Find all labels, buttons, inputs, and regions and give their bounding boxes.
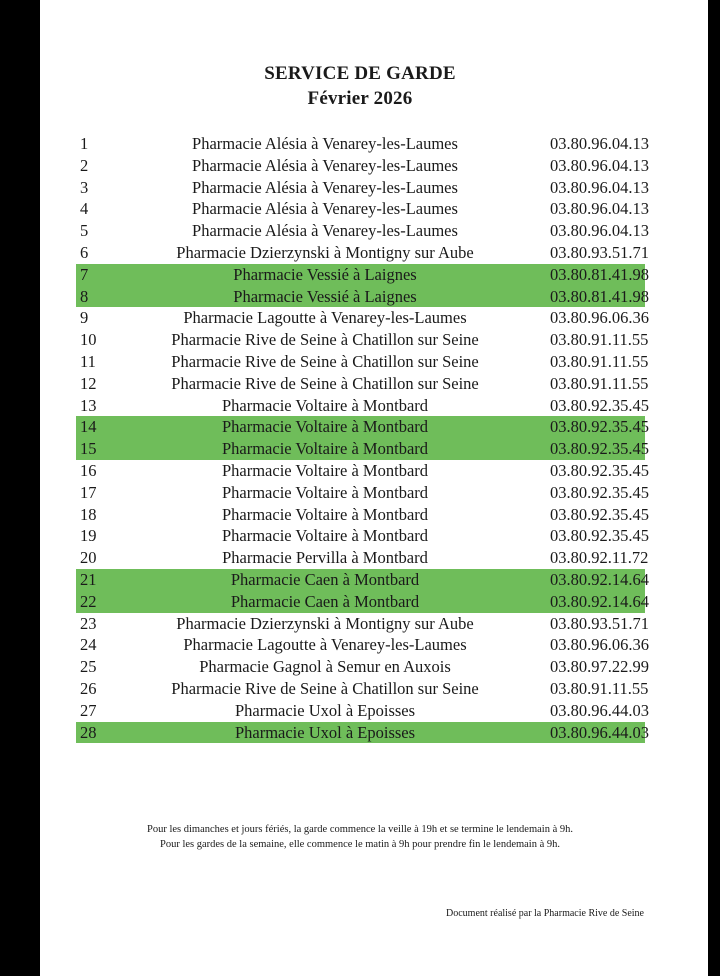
row-phone: 03.80.91.11.55 [550, 678, 649, 698]
document-page [40, 0, 708, 976]
schedule-table [76, 133, 649, 743]
row-phone: 03.80.92.35.45 [550, 482, 649, 502]
row-pharmacy: Pharmacie Voltaire à Montbard [221, 439, 429, 459]
row-phone: 03.80.97.22.99 [550, 657, 649, 677]
table-row [76, 416, 649, 438]
row-phone: 03.80.96.06.36 [550, 635, 649, 655]
table-row [76, 460, 649, 482]
row-day: 25 [80, 657, 97, 677]
row-phone: 03.80.92.14.64 [550, 569, 649, 589]
row-day: 9 [80, 308, 89, 328]
row-phone: 03.80.96.44.03 [550, 722, 649, 742]
row-phone: 03.80.92.35.45 [550, 526, 649, 546]
row-pharmacy: Pharmacie Voltaire à Montbard [221, 395, 429, 415]
table-row [76, 525, 649, 547]
row-day: 27 [80, 700, 97, 720]
row-phone: 03.80.96.04.13 [550, 221, 649, 241]
row-phone: 03.80.96.06.36 [550, 308, 649, 328]
row-pharmacy: Pharmacie Caen à Montbard [230, 591, 420, 611]
table-row [76, 722, 649, 744]
table-row [76, 220, 649, 242]
row-phone: 03.80.91.11.55 [550, 373, 649, 393]
row-pharmacy: Pharmacie Voltaire à Montbard [221, 504, 429, 524]
row-day: 3 [80, 177, 89, 197]
table-row [76, 591, 649, 613]
row-phone: 03.80.96.04.13 [550, 155, 649, 175]
row-phone: 03.80.96.04.13 [550, 134, 649, 153]
table-row [76, 307, 649, 329]
row-day: 5 [80, 221, 89, 241]
row-phone: 03.80.92.35.45 [550, 395, 649, 415]
row-day: 15 [80, 439, 97, 459]
note-line-weekend: Pour les dimanches et jours fériés, la garde commence la veille à 19h et se termine le lendemain à 9h. [147, 824, 573, 835]
row-pharmacy: Pharmacie Lagoutte à Venarey-les-Laumes [183, 308, 467, 328]
row-phone: 03.80.81.41.98 [550, 286, 649, 306]
table-row [76, 133, 649, 155]
table-row [76, 395, 649, 417]
row-phone: 03.80.93.51.71 [550, 242, 649, 262]
row-pharmacy: Pharmacie Alésia à Venarey-les-Laumes [192, 199, 458, 219]
row-phone: 03.80.92.35.45 [550, 439, 649, 459]
row-pharmacy: Pharmacie Caen à Montbard [230, 569, 420, 589]
row-day: 24 [80, 635, 97, 655]
row-pharmacy: Pharmacie Vessié à Laignes [233, 286, 417, 306]
table-row [76, 155, 649, 177]
table-row [76, 700, 649, 722]
row-pharmacy: Pharmacie Voltaire à Montbard [221, 482, 429, 502]
row-day: 6 [80, 242, 89, 262]
row-pharmacy: Pharmacie Alésia à Venarey-les-Laumes [192, 155, 458, 175]
row-day: 21 [80, 569, 97, 589]
row-day: 26 [80, 678, 97, 698]
note-line-weekday: Pour les gardes de la semaine, elle commence le matin à 9h pour prendre fin le lendemain à 9h. [159, 839, 561, 850]
row-pharmacy: Pharmacie Pervilla à Montbard [222, 548, 428, 568]
row-pharmacy: Pharmacie Dzierzynski à Montigny sur Aube [176, 242, 474, 262]
row-phone: 03.80.92.35.45 [550, 504, 649, 524]
table-row [76, 634, 649, 656]
row-day: 28 [80, 722, 97, 742]
row-day: 13 [80, 395, 97, 415]
table-row [76, 264, 649, 286]
row-day: 19 [80, 526, 97, 546]
table-row [76, 198, 649, 220]
table-row [76, 351, 649, 373]
row-day: 8 [80, 286, 89, 306]
row-phone: 03.80.96.44.03 [550, 700, 649, 720]
row-day: 4 [80, 199, 89, 219]
row-phone: 03.80.91.11.55 [550, 330, 649, 350]
row-phone: 03.80.91.11.55 [550, 351, 649, 371]
row-phone: 03.80.92.14.64 [550, 591, 649, 611]
row-pharmacy: Pharmacie Lagoutte à Venarey-les-Laumes [183, 635, 467, 655]
footer-credit: Document réalisé par la Pharmacie Rive de Seine [446, 908, 644, 919]
table-row [76, 482, 649, 504]
row-day: 22 [80, 591, 97, 611]
table-row [76, 569, 649, 591]
row-day: 17 [80, 482, 97, 502]
row-phone: 03.80.93.51.71 [550, 613, 649, 633]
row-day: 23 [80, 613, 97, 633]
row-pharmacy: Pharmacie Voltaire à Montbard [221, 460, 429, 480]
table-row [76, 177, 649, 199]
table-row [76, 678, 649, 700]
table-row [76, 286, 649, 308]
table-row [76, 438, 649, 460]
row-day: 10 [80, 330, 97, 350]
row-pharmacy: Pharmacie Uxol à Epoisses [234, 722, 416, 742]
notes [40, 822, 680, 852]
row-pharmacy: Pharmacie Voltaire à Montbard [221, 417, 429, 437]
row-pharmacy: Pharmacie Alésia à Venarey-les-Laumes [192, 134, 458, 153]
row-phone: 03.80.96.04.13 [550, 199, 649, 219]
row-phone: 03.80.96.04.13 [550, 177, 649, 197]
row-pharmacy: Pharmacie Dzierzynski à Montigny sur Aube [176, 613, 474, 633]
row-pharmacy: Pharmacie Rive de Seine à Chatillon sur Seine [171, 351, 479, 371]
row-day: 7 [80, 264, 89, 284]
row-day: 11 [80, 351, 96, 371]
row-phone: 03.80.92.35.45 [550, 417, 649, 437]
table-row [76, 373, 649, 395]
row-phone: 03.80.92.11.72 [550, 548, 649, 568]
row-phone: 03.80.81.41.98 [550, 264, 649, 284]
table-row [76, 329, 649, 351]
row-pharmacy: Pharmacie Vessié à Laignes [233, 264, 417, 284]
row-pharmacy: Pharmacie Gagnol à Semur en Auxois [199, 657, 451, 677]
row-day: 12 [80, 373, 97, 393]
row-pharmacy: Pharmacie Rive de Seine à Chatillon sur Seine [171, 373, 479, 393]
table-row [76, 547, 649, 569]
row-day: 16 [80, 460, 97, 480]
document-title: SERVICE DE GARDE [264, 63, 456, 84]
row-pharmacy: Pharmacie Voltaire à Montbard [221, 526, 429, 546]
row-phone: 03.80.92.35.45 [550, 460, 649, 480]
table-row [76, 656, 649, 678]
document-subtitle: Février 2026 [307, 88, 413, 109]
row-pharmacy: Pharmacie Alésia à Venarey-les-Laumes [192, 221, 458, 241]
row-pharmacy: Pharmacie Rive de Seine à Chatillon sur Seine [171, 330, 479, 350]
row-pharmacy: Pharmacie Rive de Seine à Chatillon sur Seine [171, 678, 479, 698]
table-row [76, 504, 649, 526]
row-day: 18 [80, 504, 97, 524]
row-pharmacy: Pharmacie Alésia à Venarey-les-Laumes [192, 177, 458, 197]
row-pharmacy: Pharmacie Uxol à Epoisses [234, 700, 416, 720]
row-day: 2 [80, 155, 89, 175]
row-day: 1 [80, 134, 89, 153]
row-day: 20 [80, 548, 97, 568]
table-row [76, 242, 649, 264]
row-day: 14 [80, 417, 97, 437]
table-row [76, 613, 649, 635]
